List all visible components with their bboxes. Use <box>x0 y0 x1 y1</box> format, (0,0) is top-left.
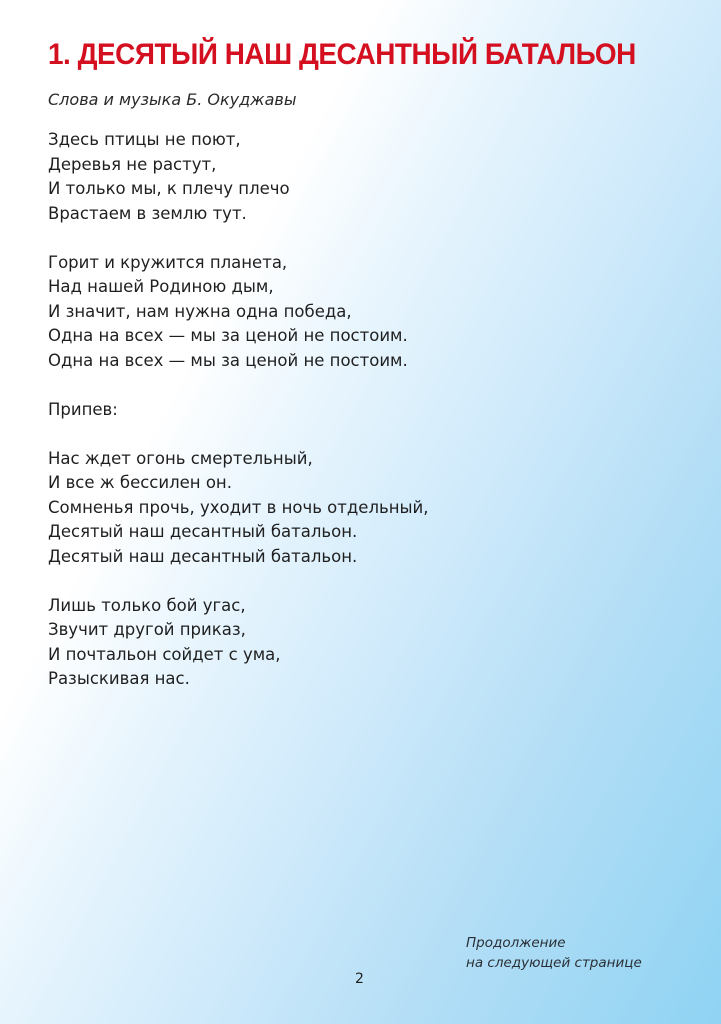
lyric-line: И почтальон сойдет с ума, <box>48 644 281 664</box>
continue-note-line1: Продолжение <box>466 935 566 951</box>
stanza-chorus <box>48 447 429 570</box>
lyric-line: Сомненья прочь, уходит в ночь отдельный, <box>48 497 429 517</box>
stanza-verse-3 <box>48 594 429 692</box>
lyric-line: Лишь только бой угас, <box>48 595 246 615</box>
song-credits: Слова и музыка Б. Окуджавы <box>48 90 297 109</box>
lyric-line: И все ж бессилен он. <box>48 473 232 492</box>
lyric-line: Десятый наш десантный батальон. <box>48 522 358 541</box>
chorus-label <box>48 398 429 423</box>
lyric-line: Одна на всех — мы за ценой не постоим. <box>48 326 408 345</box>
lyric-line: Над нашей Родиною дым, <box>48 277 274 296</box>
stanza-verse-2 <box>48 251 429 374</box>
lyric-line: И только мы, к плечу плечо <box>48 179 290 198</box>
lyric-line: И значит, нам нужна одна победа, <box>48 301 352 321</box>
lyric-line: Деревья не растут, <box>48 154 217 174</box>
lyric-line: Звучит другой приказ, <box>48 620 246 639</box>
lyric-line: Здесь птицы не поют, <box>48 130 241 149</box>
lyric-line: Врастаем в землю тут. <box>48 203 247 223</box>
continued-on-next-page-note <box>466 933 642 973</box>
lyric-line: Нас ждет огонь смертельный, <box>48 448 313 468</box>
lyric-line: Горит и кружится планета, <box>48 252 288 272</box>
continue-note-line2: на следующей странице <box>466 955 642 971</box>
lyrics <box>48 128 429 716</box>
lyric-line: Разыскивая нас. <box>48 669 190 688</box>
stanza-verse-1 <box>48 128 429 226</box>
chorus-heading: Припев: <box>48 399 118 419</box>
lyric-line: Десятый наш десантный батальон. <box>48 546 358 566</box>
song-title: 1. ДЕСЯТЫЙ НАШ ДЕСАНТНЫЙ БАТАЛЬОН <box>48 38 636 71</box>
page-number: 2 <box>355 971 364 987</box>
lyric-line: Одна на всех — мы за ценой не постоим. <box>48 350 408 370</box>
